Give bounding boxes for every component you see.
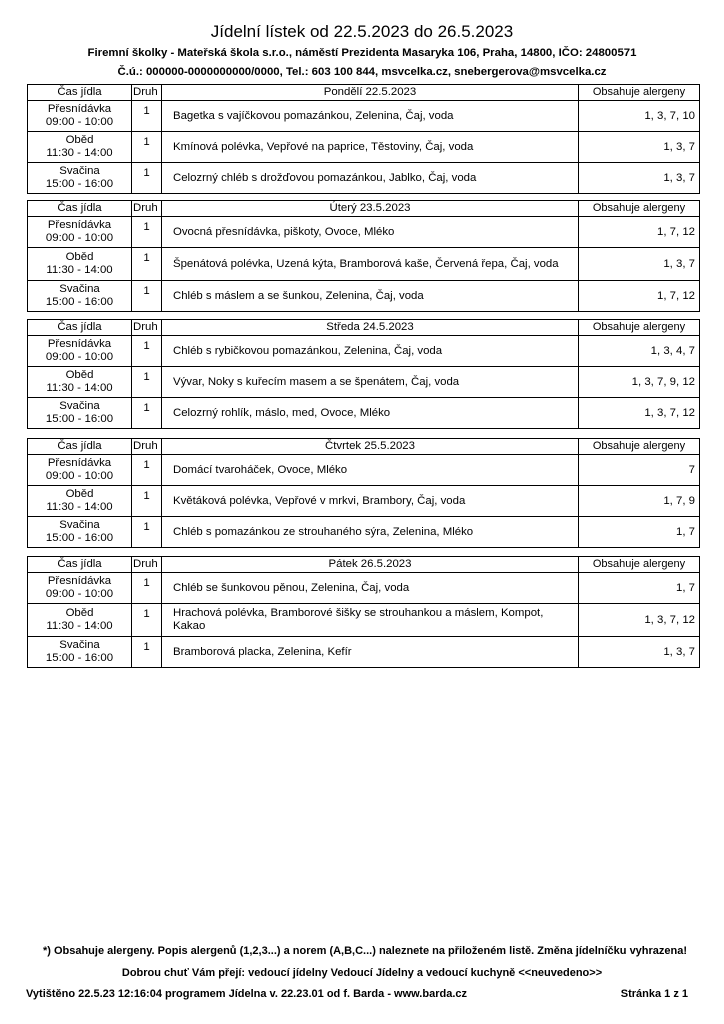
allergen-note: *) Obsahuje alergeny. Popis alergenů (1,2,3...) a norem (A,B,C...) naleznete na přiloženém listě. Změna jídelníčku vyhrazena! bbox=[42, 945, 688, 957]
meal-food: Hrachová polévka, Bramborové šišky se strouhankou a máslem, Kompot, Kakao bbox=[162, 604, 579, 637]
meal-name: Přesnídávka bbox=[47, 219, 112, 231]
meal-time: 15:00 - 16:00 bbox=[45, 652, 114, 664]
meal-druh: 1 bbox=[132, 637, 162, 668]
meal-allergens: 1, 7, 12 bbox=[579, 217, 700, 248]
meal-druh: 1 bbox=[132, 517, 162, 548]
header-time: Čas jídla bbox=[28, 557, 132, 573]
meal-time-cell bbox=[28, 163, 132, 194]
meal-time-cell bbox=[28, 398, 132, 429]
day-menu-table bbox=[27, 319, 700, 429]
day-date-header: Čtvrtek 25.5.2023 bbox=[162, 439, 579, 455]
meal-allergens: 1, 7 bbox=[579, 517, 700, 548]
header-allergens: Obsahuje alergeny bbox=[579, 557, 700, 573]
table-row bbox=[28, 163, 700, 194]
meal-time-cell bbox=[28, 637, 132, 668]
table-row bbox=[28, 132, 700, 163]
meal-time-cell bbox=[28, 217, 132, 248]
table-row bbox=[28, 281, 700, 312]
header-druh: Druh bbox=[132, 439, 162, 455]
meal-name: Svačina bbox=[59, 639, 100, 651]
meal-time-cell bbox=[28, 455, 132, 486]
meal-time-cell bbox=[28, 367, 132, 398]
meal-name: Svačina bbox=[59, 400, 100, 412]
meal-time: 11:30 - 14:00 bbox=[46, 501, 113, 513]
day-menu-table bbox=[27, 556, 700, 668]
header-allergens: Obsahuje alergeny bbox=[579, 320, 700, 336]
meal-druh: 1 bbox=[132, 281, 162, 312]
meal-time-cell bbox=[28, 281, 132, 312]
table-row bbox=[28, 637, 700, 668]
meal-time: 09:00 - 10:00 bbox=[45, 470, 114, 482]
meal-druh: 1 bbox=[132, 367, 162, 398]
meal-time: 09:00 - 10:00 bbox=[45, 588, 114, 600]
day-date-header: Pátek 26.5.2023 bbox=[162, 557, 579, 573]
meal-time-cell bbox=[28, 101, 132, 132]
meal-druh: 1 bbox=[132, 336, 162, 367]
table-row bbox=[28, 517, 700, 548]
meal-time: 11:30 - 14:00 bbox=[46, 620, 113, 632]
meal-food: Celozrný chléb s drožďovou pomazánkou, Jablko, Čaj, voda bbox=[162, 163, 579, 194]
meal-name: Přesnídávka bbox=[47, 103, 112, 115]
meal-name: Oběd bbox=[65, 488, 94, 500]
meal-allergens: 7 bbox=[579, 455, 700, 486]
meal-name: Přesnídávka bbox=[47, 575, 112, 587]
day-menu-table bbox=[27, 200, 700, 312]
meal-time-cell bbox=[28, 573, 132, 604]
contact-info: Č.ú.: 000000-0000000000/0000, Tel.: 603 100 844, msvcelka.cz, snebergerova@msvcelka.cz bbox=[117, 66, 607, 78]
meal-allergens: 1, 3, 4, 7 bbox=[579, 336, 700, 367]
meal-allergens: 1, 7, 12 bbox=[579, 281, 700, 312]
meal-druh: 1 bbox=[132, 573, 162, 604]
meal-time: 09:00 - 10:00 bbox=[45, 116, 114, 128]
meal-name: Oběd bbox=[65, 369, 94, 381]
table-row bbox=[28, 455, 700, 486]
table-row bbox=[28, 217, 700, 248]
table-row bbox=[28, 367, 700, 398]
day-date-header: Úterý 23.5.2023 bbox=[162, 201, 579, 217]
meal-druh: 1 bbox=[132, 398, 162, 429]
table-row bbox=[28, 604, 700, 637]
meal-druh: 1 bbox=[132, 455, 162, 486]
header-allergens: Obsahuje alergeny bbox=[579, 439, 700, 455]
meal-time: 15:00 - 16:00 bbox=[45, 532, 114, 544]
table-row bbox=[28, 573, 700, 604]
meal-time-cell bbox=[28, 604, 132, 637]
meal-food: Květáková polévka, Vepřové v mrkvi, Brambory, Čaj, voda bbox=[162, 486, 579, 517]
header-druh: Druh bbox=[132, 320, 162, 336]
meal-name: Svačina bbox=[59, 283, 100, 295]
meal-time-cell bbox=[28, 517, 132, 548]
meal-food: Chléb se šunkovou pěnou, Zelenina, Čaj, voda bbox=[162, 573, 579, 604]
table-row bbox=[28, 336, 700, 367]
meal-food: Chléb s rybičkovou pomazánkou, Zelenina, Čaj, voda bbox=[162, 336, 579, 367]
table-row bbox=[28, 486, 700, 517]
meal-time: 15:00 - 16:00 bbox=[45, 413, 114, 425]
page-number: Stránka 1 z 1 bbox=[620, 988, 688, 1000]
meal-name: Svačina bbox=[59, 519, 100, 531]
header-druh: Druh bbox=[132, 201, 162, 217]
organization-info: Firemní školky - Mateřská škola s.r.o., náměstí Prezidenta Masaryka 106, Praha, 14800, IČO: 24800571 bbox=[87, 47, 637, 59]
day-date-header: Středa 24.5.2023 bbox=[162, 320, 579, 336]
day-menu-table bbox=[27, 438, 700, 548]
meal-time: 09:00 - 10:00 bbox=[45, 351, 114, 363]
meal-food: Kmínová polévka, Vepřové na paprice, Těstoviny, Čaj, voda bbox=[162, 132, 579, 163]
meal-druh: 1 bbox=[132, 217, 162, 248]
day-date-header: Pondělí 22.5.2023 bbox=[162, 85, 579, 101]
table-row bbox=[28, 101, 700, 132]
meal-time: 11:30 - 14:00 bbox=[46, 264, 113, 276]
meal-food: Ovocná přesnídávka, piškoty, Ovoce, Mléko bbox=[162, 217, 579, 248]
header-druh: Druh bbox=[132, 557, 162, 573]
print-info: Vytištěno 22.5.23 12:16:04 programem Jídelna v. 22.23.01 od f. Barda - www.barda.cz bbox=[26, 988, 467, 1000]
meal-time-cell bbox=[28, 132, 132, 163]
meal-druh: 1 bbox=[132, 486, 162, 517]
meal-allergens: 1, 3, 7 bbox=[579, 132, 700, 163]
table-row bbox=[28, 398, 700, 429]
meal-druh: 1 bbox=[132, 248, 162, 281]
meal-time-cell bbox=[28, 248, 132, 281]
header-allergens: Obsahuje alergeny bbox=[579, 85, 700, 101]
meal-food: Bramborová placka, Zelenina, Kefír bbox=[162, 637, 579, 668]
meal-time: 11:30 - 14:00 bbox=[46, 147, 113, 159]
meal-allergens: 1, 3, 7, 9, 12 bbox=[579, 367, 700, 398]
meal-allergens: 1, 3, 7, 12 bbox=[579, 604, 700, 637]
meal-time: 15:00 - 16:00 bbox=[45, 178, 114, 190]
meal-name: Oběd bbox=[65, 134, 94, 146]
meal-time: 15:00 - 16:00 bbox=[45, 296, 114, 308]
day-menu-table bbox=[27, 84, 700, 194]
meal-food: Bagetka s vajíčkovou pomazánkou, Zelenina, Čaj, voda bbox=[162, 101, 579, 132]
meal-name: Svačina bbox=[59, 165, 100, 177]
page-title: Jídelní lístek od 22.5.2023 do 26.5.2023 bbox=[210, 22, 514, 41]
meal-food: Chléb s máslem a se šunkou, Zelenina, Čaj, voda bbox=[162, 281, 579, 312]
meal-name: Přesnídávka bbox=[47, 457, 112, 469]
header-time: Čas jídla bbox=[28, 320, 132, 336]
meal-druh: 1 bbox=[132, 101, 162, 132]
meal-allergens: 1, 3, 7, 12 bbox=[579, 398, 700, 429]
table-row bbox=[28, 248, 700, 281]
meal-time: 11:30 - 14:00 bbox=[46, 382, 113, 394]
meal-name: Oběd bbox=[65, 607, 94, 619]
greeting-text: Dobrou chuť Vám přejí: vedoucí jídelny Vedoucí Jídelny a vedoucí kuchyně <<neuvedeno>> bbox=[121, 967, 603, 979]
meal-food: Chléb s pomazánkou ze strouhaného sýra, Zelenina, Mléko bbox=[162, 517, 579, 548]
header-time: Čas jídla bbox=[28, 85, 132, 101]
meal-name: Oběd bbox=[65, 251, 94, 263]
meal-allergens: 1, 7, 9 bbox=[579, 486, 700, 517]
meal-allergens: 1, 3, 7 bbox=[579, 163, 700, 194]
header-allergens: Obsahuje alergeny bbox=[579, 201, 700, 217]
meal-allergens: 1, 7 bbox=[579, 573, 700, 604]
meal-food: Celozrný rohlík, máslo, med, Ovoce, Mléko bbox=[162, 398, 579, 429]
meal-food: Vývar, Noky s kuřecím masem a se špenátem, Čaj, voda bbox=[162, 367, 579, 398]
header-time: Čas jídla bbox=[28, 201, 132, 217]
meal-allergens: 1, 3, 7 bbox=[579, 637, 700, 668]
meal-druh: 1 bbox=[132, 604, 162, 637]
header-druh: Druh bbox=[132, 85, 162, 101]
meal-food: Špenátová polévka, Uzená kýta, Bramborová kaše, Červená řepa, Čaj, voda bbox=[162, 248, 579, 281]
meal-druh: 1 bbox=[132, 163, 162, 194]
meal-time-cell bbox=[28, 486, 132, 517]
meal-time-cell bbox=[28, 336, 132, 367]
meal-food: Domácí tvaroháček, Ovoce, Mléko bbox=[162, 455, 579, 486]
meal-allergens: 1, 3, 7, 10 bbox=[579, 101, 700, 132]
meal-druh: 1 bbox=[132, 132, 162, 163]
meal-name: Přesnídávka bbox=[47, 338, 112, 350]
meal-allergens: 1, 3, 7 bbox=[579, 248, 700, 281]
header-time: Čas jídla bbox=[28, 439, 132, 455]
meal-time: 09:00 - 10:00 bbox=[45, 232, 114, 244]
